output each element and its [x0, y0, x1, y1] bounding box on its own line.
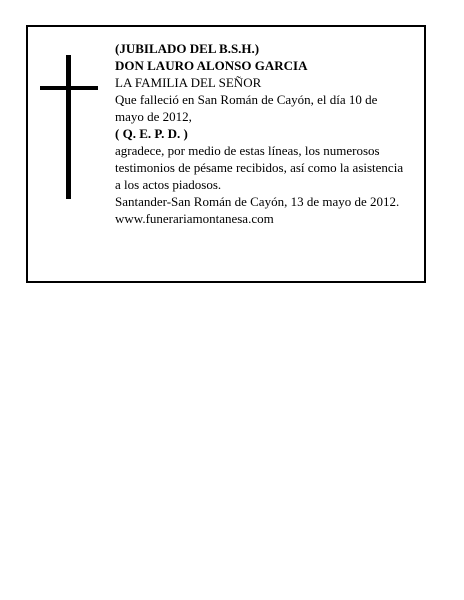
family-line: LA FAMILIA DEL SEÑOR	[115, 75, 262, 90]
cross-vertical-bar	[66, 55, 71, 199]
death-info-line-1: Que falleció en San Román de Cayón, el día 10 de	[115, 92, 378, 107]
thanks-line-3: a los actos piadosos.	[115, 177, 222, 192]
death-info-line-2: mayo de 2012,	[115, 109, 192, 124]
thanks-line-1: agradece, por medio de estas líneas, los numerosos	[115, 143, 380, 158]
cross-horizontal-bar	[40, 86, 98, 90]
thanks-line-2: testimonios de pésame recibidos, así como la asistencia	[115, 160, 404, 175]
deceased-name: DON LAURO ALONSO GARCIA	[115, 58, 308, 73]
rip-line: ( Q. E. P. D. )	[115, 126, 188, 141]
notice-text	[115, 40, 423, 227]
retired-title: (JUBILADO DEL B.S.H.)	[115, 41, 260, 56]
cross-icon	[40, 55, 98, 199]
obituary-notice	[26, 25, 426, 283]
place-date-line: Santander-San Román de Cayón, 13 de mayo de 2012.	[115, 194, 400, 209]
website-link[interactable]: www.funerariamontanesa.com	[115, 211, 274, 226]
